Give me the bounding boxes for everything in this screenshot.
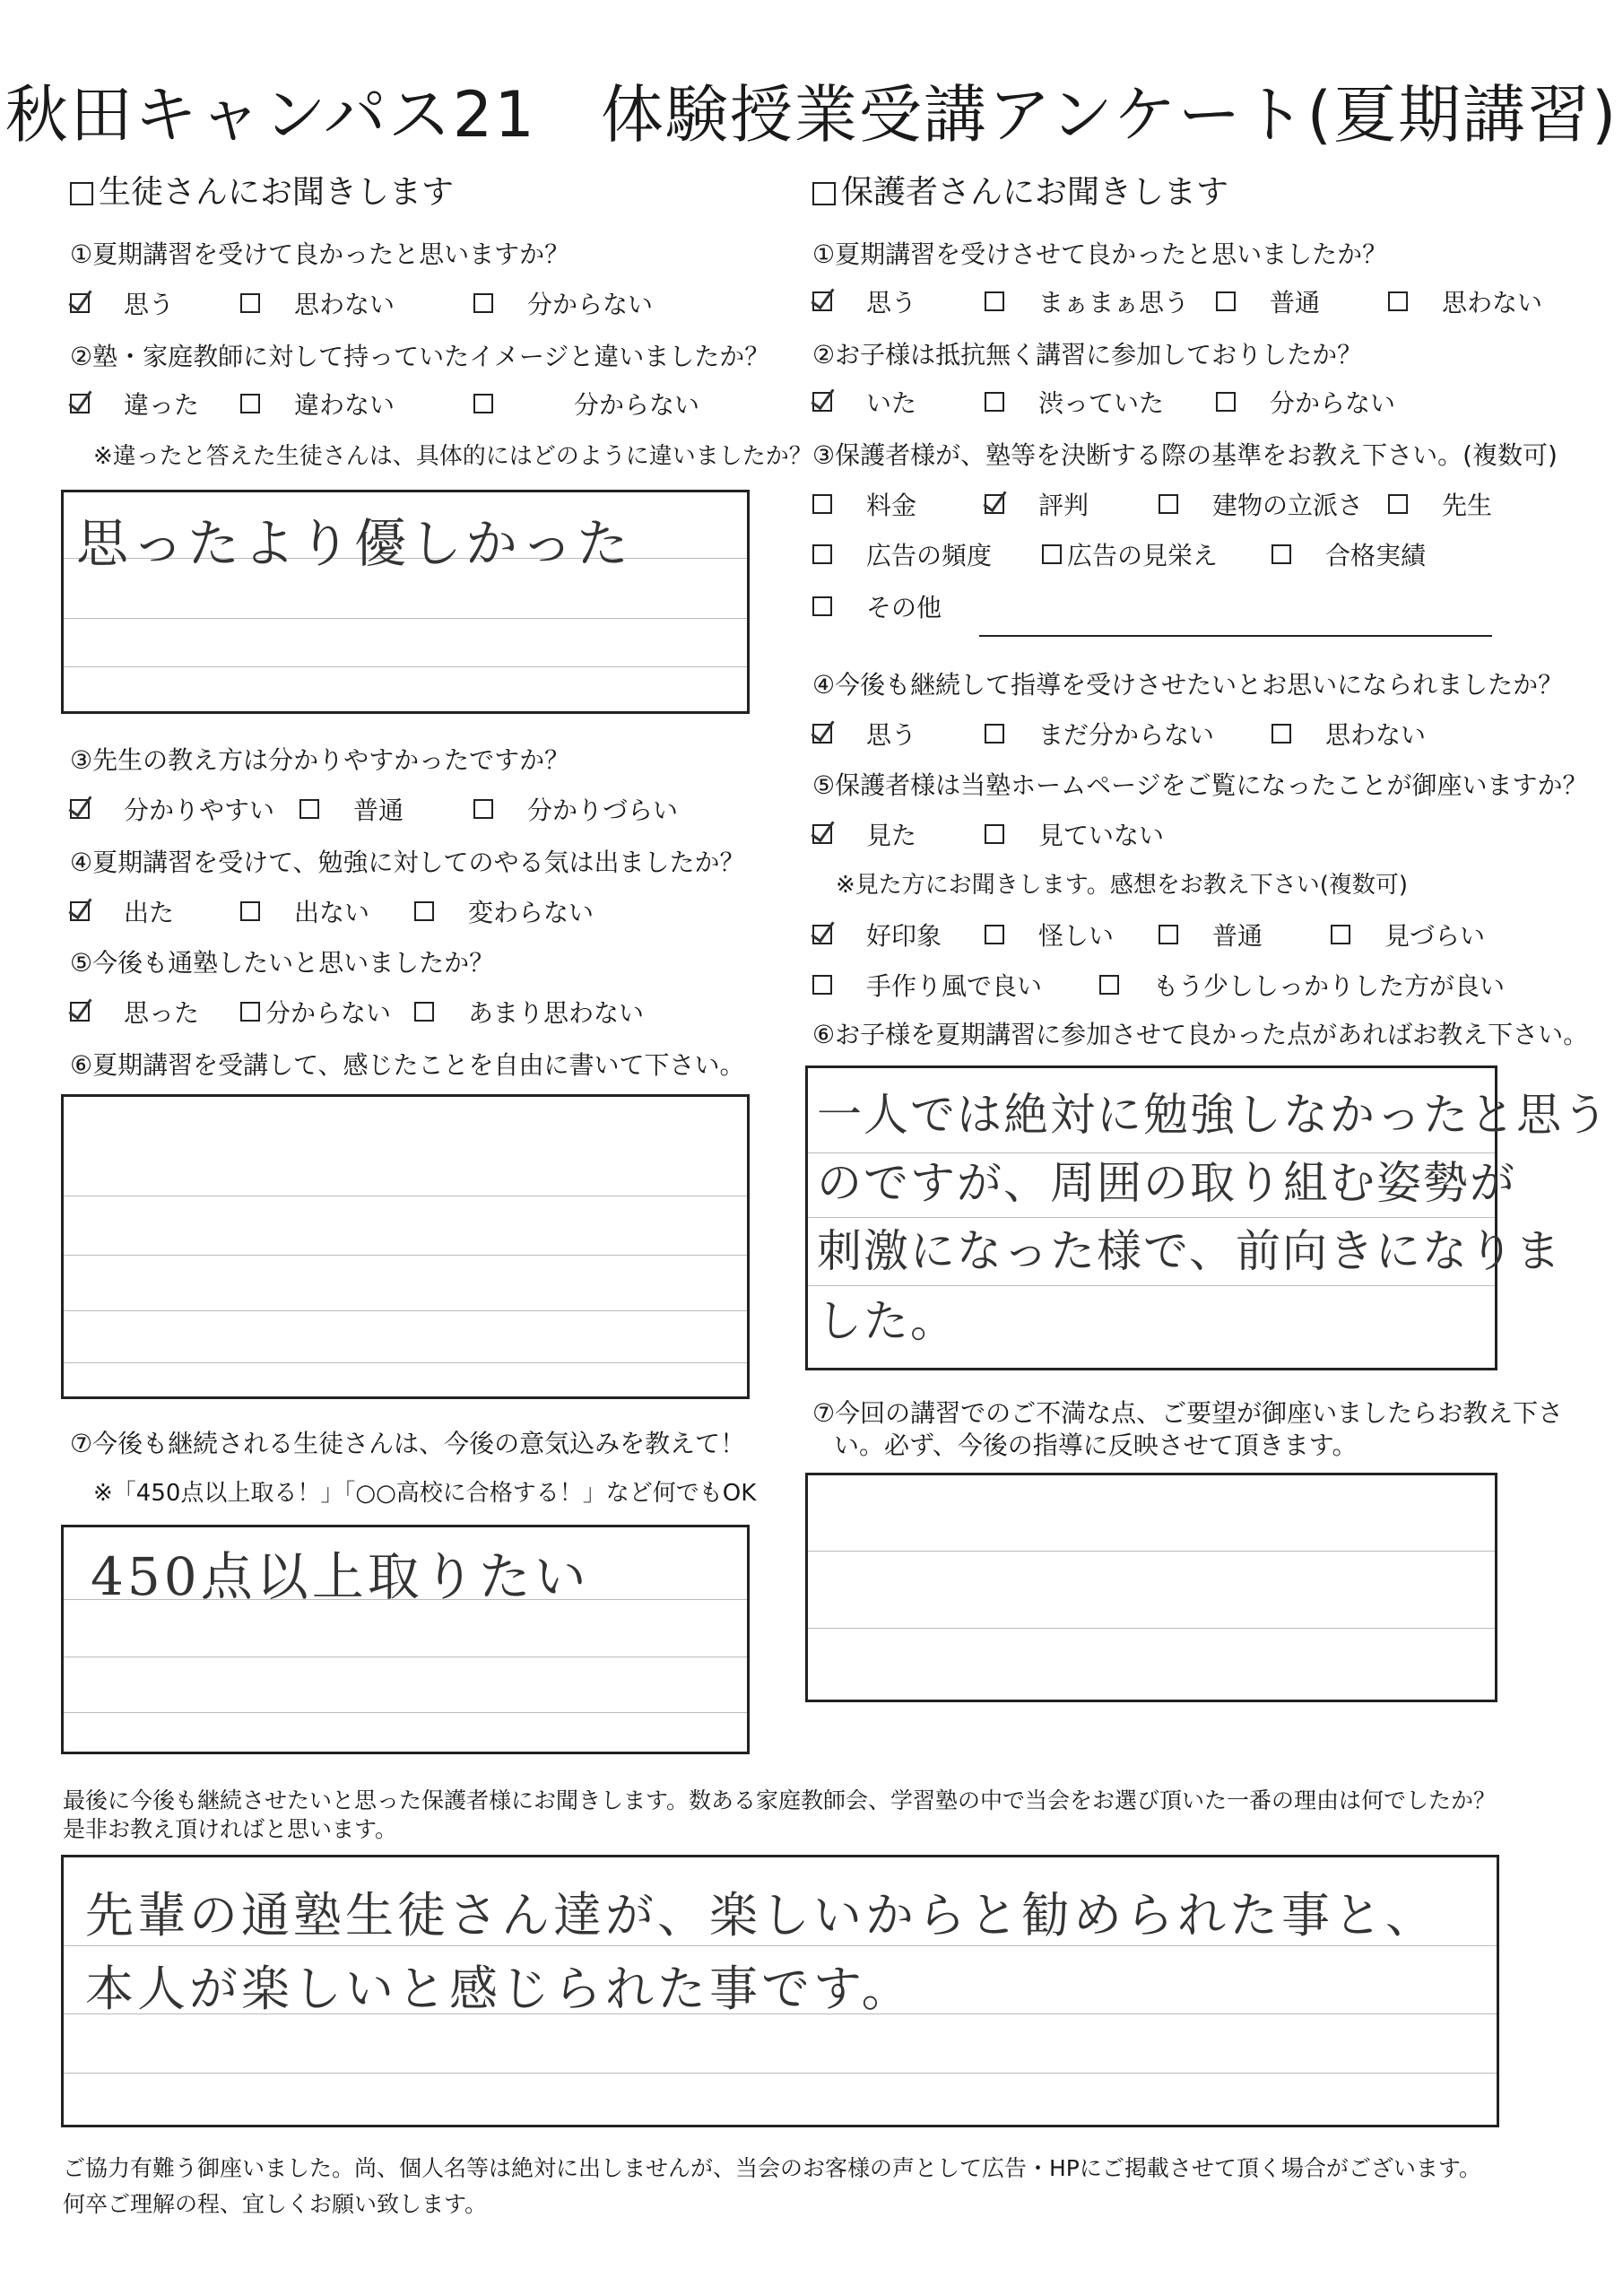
student-q4-text: ④夏期講習を受けて、勉強に対してのやる気は出ましたか？ <box>70 848 745 877</box>
guardian-q5-sub-opt-2[interactable]: 普通 <box>1159 917 1263 952</box>
guardian-q4-opt-1[interactable]: まだ分からない <box>985 716 1214 752</box>
checkbox-icon[interactable] <box>1271 544 1291 564</box>
guardian-q6-answer-line-1: 一人では絶対に勉強しなかったと思う <box>817 1089 1610 1141</box>
student-q4-opt-1[interactable]: 出ない <box>240 893 369 929</box>
ruled-line <box>64 666 747 667</box>
guardian-q3-opt-2[interactable]: 建物の立派さ <box>1159 486 1363 522</box>
guardian-q7-text-line-2: い。必ず、今後の指導に反映させて頂きます。 <box>834 1431 1358 1460</box>
guardian-q5-sub-opt-4[interactable]: 手作り風で良い <box>812 967 1042 1003</box>
guardian-q3-opt-7[interactable]: その他 <box>812 588 942 624</box>
student-q6-answer-box[interactable] <box>61 1094 750 1399</box>
checkbox-checked-icon[interactable] <box>812 392 832 412</box>
student-q2-opt-1[interactable]: 違わない <box>240 386 395 422</box>
section-checkbox-icon <box>70 182 93 205</box>
checkbox-icon[interactable] <box>299 799 319 819</box>
student-q2-text: ②塾・家庭教師に対して持っていたイメージと違いましたか？ <box>70 342 770 371</box>
checkbox-icon[interactable] <box>985 824 1004 844</box>
checkbox-icon[interactable] <box>812 494 832 514</box>
guardian-q1-opt-0[interactable]: 思う <box>812 283 916 319</box>
student-q1-text: ①夏期講習を受けて良かったと思いますか？ <box>70 239 570 269</box>
guardian-q2-text: ②お子様は抵抗無く講習に参加しておりしたか？ <box>812 340 1363 370</box>
guardian-q3-opt-5[interactable]: 広告の見栄え <box>1042 536 1218 572</box>
guardian-section-header: 保護者さんにお聞きします <box>812 167 1228 213</box>
checkbox-checked-icon[interactable] <box>812 291 832 311</box>
ruled-line <box>64 1255 747 1256</box>
guardian-q5-opt-1[interactable]: 見ていない <box>985 816 1164 852</box>
student-q3-opt-1[interactable]: 普通 <box>299 791 404 827</box>
student-q6-text: ⑥夏期講習を受講して、感じたことを自由に書いて下さい。 <box>70 1050 745 1080</box>
guardian-q5-sub-opt-0[interactable]: 好印象 <box>812 917 942 952</box>
checkbox-icon[interactable] <box>414 901 434 921</box>
page-title: 秋田キャンパス21 体験授業受講アンケート(夏期講習) <box>4 78 1619 152</box>
student-q1-opt-2[interactable]: 分からない <box>473 285 653 321</box>
checkbox-checked-icon[interactable] <box>812 724 832 744</box>
footer-line-2: 何卒ご理解の程、宜しくお願い致します。 <box>63 2191 488 2217</box>
checkbox-icon[interactable] <box>812 975 832 995</box>
checkbox-icon[interactable] <box>473 799 493 819</box>
guardian-q4-opt-2[interactable]: 思わない <box>1271 716 1426 752</box>
guardian-q6-text: ⑥お子様を夏期講習に参加させて良かった点があればお教え下さい。 <box>812 1020 1589 1049</box>
student-q2-opt-0[interactable]: 違った <box>70 386 199 422</box>
guardian-q4-opt-0[interactable]: 思う <box>812 716 916 752</box>
checkbox-checked-icon[interactable] <box>70 394 90 413</box>
checkbox-icon[interactable] <box>240 394 260 413</box>
guardian-q5-text: ⑤保護者様は当塾ホームページをご覧になったことが御座いますか？ <box>812 770 1588 800</box>
checkbox-icon[interactable] <box>1216 291 1236 311</box>
guardian-q1-opt-3[interactable]: 思わない <box>1388 283 1542 319</box>
guardian-q6-answer-line-3: 刺激になった様で、前向きになりま <box>817 1225 1562 1277</box>
checkbox-icon[interactable] <box>985 925 1004 944</box>
guardian-q3-opt-4[interactable]: 広告の頻度 <box>812 536 992 572</box>
student-q1-opt-1[interactable]: 思わない <box>240 285 395 321</box>
guardian-q5-opt-0[interactable]: 見た <box>812 816 916 852</box>
student-q4-opt-0[interactable]: 出た <box>70 893 174 929</box>
ruled-line <box>64 1712 747 1713</box>
checkbox-icon[interactable] <box>473 293 493 313</box>
student-q3-text: ③先生の教え方は分かりやすかったですか？ <box>70 745 570 775</box>
checkbox-checked-icon[interactable] <box>812 925 832 944</box>
checkbox-icon[interactable] <box>1099 975 1119 995</box>
ruled-line <box>808 1628 1495 1629</box>
checkbox-icon[interactable] <box>1388 291 1408 311</box>
checkbox-icon[interactable] <box>812 596 832 616</box>
student-section-header: 生徒さんにお聞きします <box>70 167 454 213</box>
final-question-line-2: 是非お教え頂ければと思います。 <box>63 1816 398 1842</box>
guardian-q4-text: ④今後も継続して指導を受けさせたいとお思いになられましたか？ <box>812 670 1564 700</box>
ruled-line <box>808 1551 1495 1552</box>
checkbox-icon[interactable] <box>414 1002 434 1022</box>
guardian-q3-opt-1[interactable]: 評判 <box>985 486 1089 522</box>
student-q7-handwritten-answer: 450点以上取りたい <box>91 1546 590 1607</box>
checkbox-icon[interactable] <box>240 1002 260 1022</box>
checkbox-icon[interactable] <box>1042 544 1062 564</box>
checkbox-icon[interactable] <box>1331 925 1350 944</box>
guardian-q7-answer-box[interactable] <box>805 1473 1497 1702</box>
final-answer-box[interactable] <box>61 1855 1499 2127</box>
guardian-q3-opt-3[interactable]: 先生 <box>1388 486 1492 522</box>
student-q2-note: ※違ったと答えた生徒さんは、具体的にはどのように違いましたか？ <box>93 443 812 470</box>
checkbox-icon[interactable] <box>1271 724 1291 744</box>
guardian-q5-sub-opt-5[interactable]: もう少ししっかりした方が良い <box>1099 967 1505 1003</box>
guardian-q1-opt-2[interactable]: 普通 <box>1216 283 1320 319</box>
checkbox-icon[interactable] <box>985 392 1004 412</box>
other-underline[interactable] <box>979 635 1492 637</box>
checkbox-icon[interactable] <box>812 544 832 564</box>
student-q5-text: ⑤今後も通塾したいと思いましたか？ <box>70 948 495 978</box>
student-q7-answer-box[interactable] <box>61 1525 750 1754</box>
guardian-q6-answer-line-2: のですが、周囲の取り組む姿勢が <box>817 1157 1516 1209</box>
checkbox-icon[interactable] <box>240 901 260 921</box>
section-checkbox-icon <box>812 182 836 205</box>
guardian-q5-note: ※見た方にお聞きします。感想をお教え下さい(複数可) <box>836 872 1408 899</box>
ruled-line <box>64 2073 1497 2074</box>
student-q2-handwritten-answer: 思ったより優しかった <box>76 513 633 574</box>
guardian-q3-text: ③保護者様が、塾等を決断する際の基準をお教え下さい。(複数可) <box>812 440 1558 470</box>
final-question-line-1: 最後に今後も継続させたいと思った保護者様にお聞きします。数ある家庭教師会、学習塾の中で当会をお選び頂いた一番の理由は何でしたか？ <box>63 1787 1497 1813</box>
student-q3-opt-0[interactable]: 分かりやすい <box>70 791 274 827</box>
guardian-q6-answer-box[interactable] <box>805 1065 1610 1370</box>
student-q7-text: ⑦今後も継続される生徒さんは、今後の意気込みを教えて！ <box>70 1429 746 1458</box>
checkbox-icon[interactable] <box>1159 925 1178 944</box>
guardian-q5-sub-opt-1[interactable]: 怪しい <box>985 917 1114 952</box>
student-q5-opt-2[interactable]: あまり思わない <box>414 994 644 1030</box>
guardian-q1-text: ①夏期講習を受けさせて良かったと思いましたか？ <box>812 239 1388 269</box>
student-q7-note: ※「450点以上取る！」「○○高校に合格する！」など何でもOK <box>93 1480 757 1507</box>
checkbox-icon[interactable] <box>985 724 1004 744</box>
ruled-line <box>64 1310 747 1311</box>
student-q5-opt-1[interactable]: 分からない <box>240 994 391 1030</box>
checkbox-checked-icon[interactable] <box>70 293 90 313</box>
guardian-q2-opt-2[interactable]: 分からない <box>1216 384 1395 420</box>
guardian-q3-opt-0[interactable]: 料金 <box>812 486 916 522</box>
ruled-line <box>64 1362 747 1363</box>
guardian-q1-opt-1[interactable]: まぁまぁ思う <box>985 283 1189 319</box>
guardian-q5-sub-opt-3[interactable]: 見づらい <box>1331 917 1485 952</box>
checkbox-icon[interactable] <box>1159 494 1178 514</box>
checkbox-checked-icon[interactable] <box>70 901 90 921</box>
final-answer-line-1: 先輩の通塾生徒さん達が、楽しいからと勧められた事と、 <box>85 1887 1437 1944</box>
student-q2-answer-box[interactable] <box>61 490 750 714</box>
guardian-q6-answer-line-4: した。 <box>817 1295 957 1347</box>
guardian-q7-text-line-1: ⑦今回の講習でのご不満な点、ご要望が御座いましたらお教え下さ <box>812 1398 1564 1428</box>
student-q5-opt-0[interactable]: 思った <box>70 994 199 1030</box>
checkbox-checked-icon[interactable] <box>812 824 832 844</box>
student-q2-opt-2[interactable]: 分からない <box>473 386 699 422</box>
guardian-q2-opt-0[interactable]: いた <box>812 384 916 420</box>
final-answer-line-2: 本人が楽しいと感じられた事です。 <box>85 1961 914 2017</box>
checkbox-icon[interactable] <box>473 394 493 413</box>
student-q4-opt-2[interactable]: 変わらない <box>414 893 594 929</box>
checkbox-icon[interactable] <box>985 291 1004 311</box>
ruled-line <box>64 618 747 619</box>
checkbox-icon[interactable] <box>1388 494 1408 514</box>
footer-line-1: ご協力有難う御座いました。尚、個人名等は絶対に出しませんが、当会のお客様の声として広告・HPにご掲載させて頂く場合がございます。 <box>63 2155 1481 2181</box>
checkbox-checked-icon[interactable] <box>70 1002 90 1022</box>
guardian-q3-opt-6[interactable]: 合格実績 <box>1271 536 1426 572</box>
student-q1-opt-0[interactable]: 思う <box>70 285 174 321</box>
student-q3-opt-2[interactable]: 分かりづらい <box>473 791 678 827</box>
checkbox-checked-icon[interactable] <box>70 799 90 819</box>
checkbox-icon[interactable] <box>240 293 260 313</box>
guardian-q2-opt-1[interactable]: 渋っていた <box>985 384 1164 420</box>
checkbox-icon[interactable] <box>1216 392 1236 412</box>
checkbox-checked-icon[interactable] <box>985 494 1004 514</box>
